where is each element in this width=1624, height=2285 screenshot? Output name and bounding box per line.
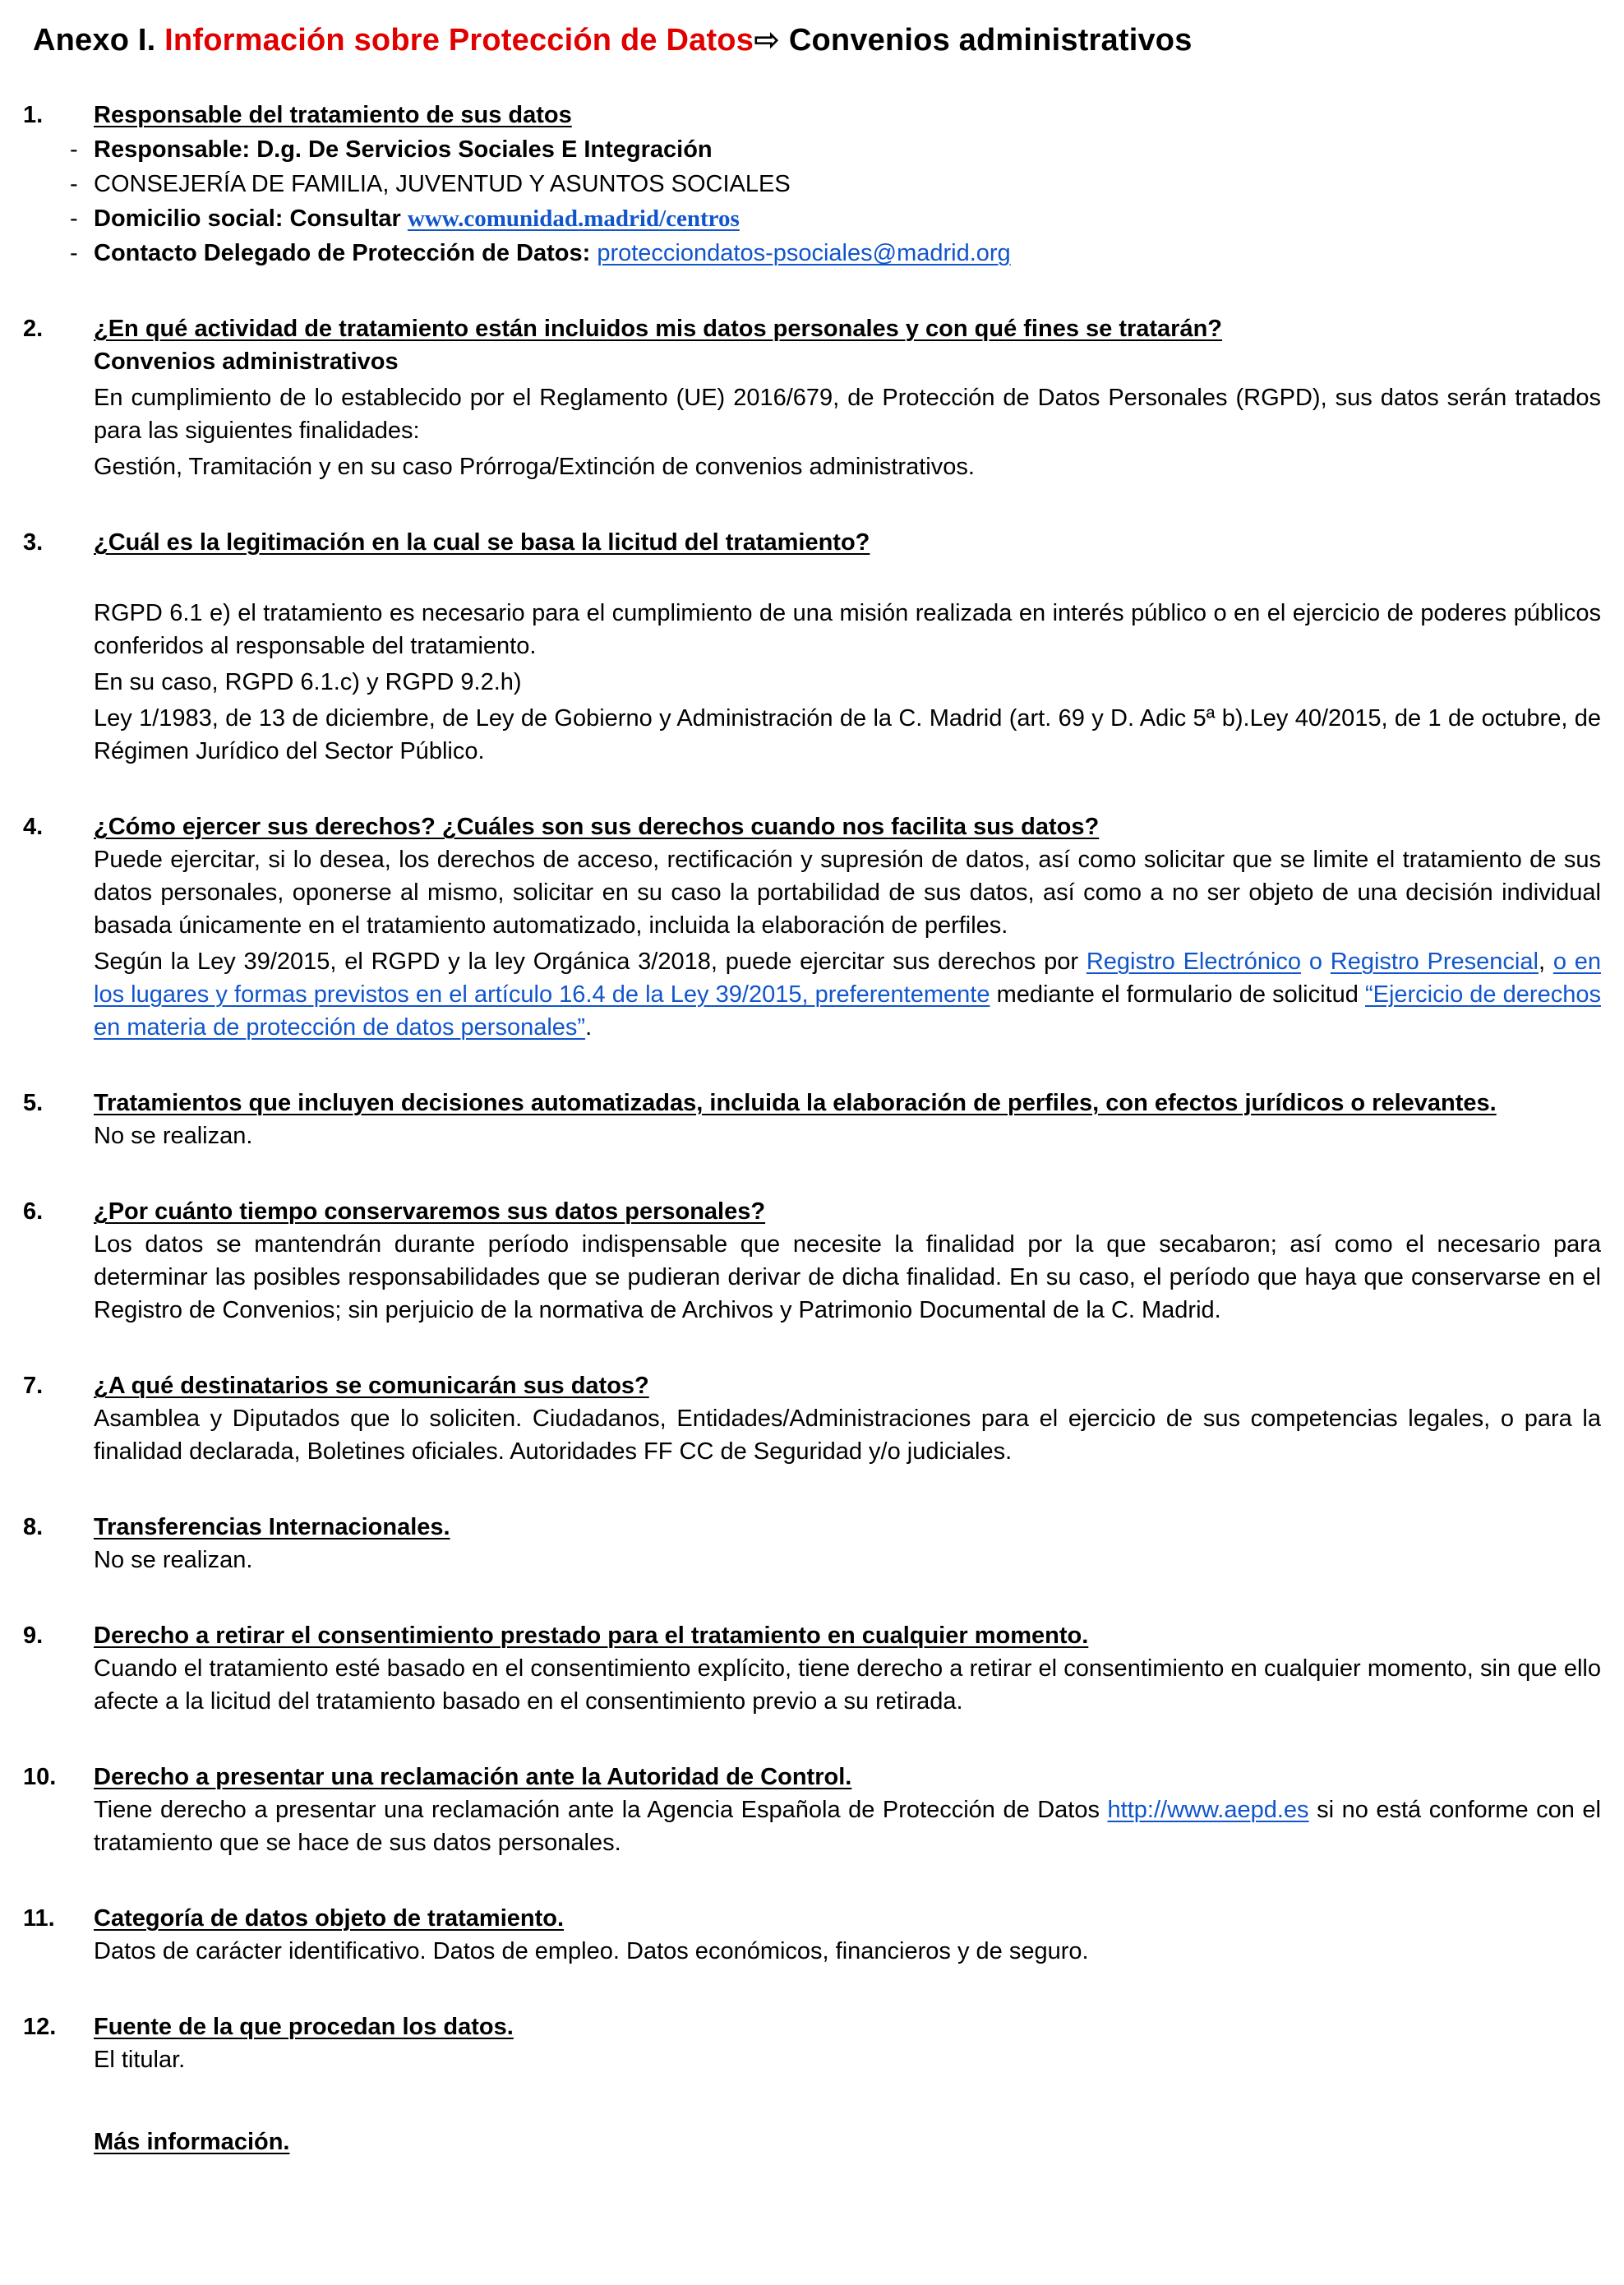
section-content: [94, 1902, 1601, 1968]
title-suffix: Convenios administrativos: [780, 23, 1193, 58]
paragraph: [94, 597, 1601, 662]
text-run: Ley 1/1983, de 13 de diciembre, de Ley de Gobierno y Administración de la C. Madrid (art. 69 y D. Adic 5ª b).Ley 40/2015, de 1 de octubre, de Régimen Jurídico del Sector Público.: [94, 704, 1601, 764]
section-6: [23, 1195, 1601, 1327]
section-heading: ¿A qué destinatarios se comunicarán sus datos?: [94, 1372, 649, 1399]
section-number: 3.: [23, 529, 44, 556]
link[interactable]: http://www.aepd.es: [1107, 1797, 1309, 1824]
section-number: 9.: [23, 1623, 44, 1650]
text-run: o: [1301, 948, 1331, 975]
paragraph: [94, 666, 1601, 699]
text-run: Puede ejercitar, si lo desea, los derechos de acceso, rectificación y supresión de datos, así como solicitar que se limite el tratamiento de sus datos personales, oponerse al mismo, solicitar en su caso la portabilidad de sus datos, así como a no ser objeto de una decisión individual basada únicamente en el tratamiento automatizado, incluida la elaboración de perfiles.: [94, 846, 1601, 939]
bullet-item: [64, 168, 1601, 201]
section-12: [23, 2010, 1601, 2076]
paragraph: [94, 381, 1601, 447]
text-run: CONSEJERÍA DE FAMILIA, JUVENTUD Y ASUNTOS SOCIALES: [94, 170, 791, 197]
section-heading: Responsable del tratamiento de sus datos: [94, 101, 572, 128]
section-number: 11.: [23, 1905, 55, 1932]
text-run: .: [585, 1013, 593, 1041]
bullet-dash: -: [70, 170, 78, 197]
section-content: [94, 312, 1601, 483]
paragraph: [94, 1652, 1601, 1718]
text-run: El titular.: [94, 2047, 186, 2074]
section-heading: Tratamientos que incluyen decisiones automatizadas, incluida la elaboración de perfiles, con efectos jurídicos o relevantes.: [94, 1089, 1497, 1116]
bullet-dash: -: [70, 205, 78, 232]
section-number: 8.: [23, 1514, 44, 1540]
paragraph: [94, 1228, 1601, 1327]
arrow-right-icon: ⇨: [754, 23, 781, 58]
text-run: Datos de carácter identificativo. Datos de empleo. Datos económicos, financieros y de seguro.: [94, 1938, 1089, 1965]
section-heading: Más información.: [94, 2129, 290, 2156]
bullet-text: [94, 237, 1601, 270]
section-content: [94, 1619, 1601, 1718]
section-number: 5.: [23, 1089, 44, 1116]
section-heading: ¿Cuál es la legitimación en la cual se basa la licitud del tratamiento?: [94, 529, 870, 556]
section-heading: Categoría de datos objeto de tratamiento.: [94, 1905, 565, 1932]
section-content: [94, 1087, 1601, 1152]
text-run: No se realizan.: [94, 1122, 253, 1149]
section-10: [23, 1761, 1601, 1859]
section-3: [23, 526, 1601, 768]
link[interactable]: www.comunidad.madrid/centros: [407, 205, 740, 232]
paragraph: [94, 843, 1601, 942]
paragraph: [94, 2043, 1601, 2076]
text-run: Gestión, Tramitación y en su caso Prórroga/Extinción de convenios administrativos.: [94, 453, 975, 480]
paragraph: [94, 450, 1601, 483]
section-number: 2.: [23, 315, 44, 342]
section-number: 4.: [23, 813, 44, 840]
section-heading: ¿Por cuánto tiempo conservaremos sus datos personales?: [94, 1198, 766, 1225]
section-more-info: [23, 2126, 1601, 2158]
page-title: [33, 21, 1601, 61]
paragraph: [94, 945, 1601, 1044]
paragraph: [94, 345, 1601, 378]
paragraph: [94, 1402, 1601, 1468]
title-prefix: Anexo I.: [33, 23, 165, 58]
paragraph: [94, 1935, 1601, 1968]
section-11: [23, 1902, 1601, 1968]
text-run: Según la Ley 39/2015, el RGPD y la ley Orgánica 3/2018, puede ejercitar sus derechos por: [94, 948, 1087, 975]
section-content: [94, 810, 1601, 1044]
text-run: Responsable: D.g. De Servicios Sociales E Integración: [94, 136, 713, 163]
text-run: Asamblea y Diputados que lo soliciten. Ciudadanos, Entidades/Administraciones para el ejercicio de sus competencias legales, o para la finalidad declarada, Boletines oficiales. Autoridades FF CC de Seguridad y/o judiciales.: [94, 1405, 1601, 1465]
text-run: mediante el formulario de solicitud: [990, 981, 1365, 1008]
section-heading: Derecho a presentar una reclamación ante la Autoridad de Control.: [94, 1764, 852, 1791]
section-content: [94, 1195, 1601, 1327]
section-7: [23, 1369, 1601, 1468]
bullet-text: [94, 133, 1601, 166]
text-run: Domicilio social: Consultar: [94, 205, 408, 232]
text-run: Contacto Delegado de Protección de Datos:: [94, 239, 597, 266]
link[interactable]: Registro Electrónico: [1086, 948, 1302, 975]
section-9: [23, 1619, 1601, 1718]
text-run: En cumplimiento de lo establecido por el Reglamento (UE) 2016/679, de Protección de Datos Personales (RGPD), sus datos serán tratados para las siguientes finalidades:: [94, 384, 1601, 444]
paragraph: [94, 702, 1601, 768]
section-number: 6.: [23, 1198, 44, 1225]
paragraph: [94, 1119, 1601, 1152]
section-content: [70, 99, 1601, 270]
paragraph: [94, 1544, 1601, 1576]
bullet-text: [94, 202, 1601, 235]
text-run: Cuando el tratamiento esté basado en el consentimiento explícito, tiene derecho a retirar el consentimiento en cualquier momento, sin que ello afecte a la licitud del tratamiento basado en el consentimiento previo a su retirada.: [94, 1655, 1601, 1715]
section-number: 1.: [23, 101, 44, 128]
bullet-item: [64, 202, 1601, 235]
blank-line: [94, 559, 1601, 597]
section-content: [94, 2126, 1601, 2158]
section-2: [23, 312, 1601, 483]
section-1: [23, 99, 1601, 270]
section-content: [94, 1511, 1601, 1576]
section-8: [23, 1511, 1601, 1576]
title-highlight: Información sobre Protección de Datos: [164, 23, 754, 58]
section-5: [23, 1087, 1601, 1152]
bullet-text: [94, 168, 1601, 201]
bullet-dash: -: [70, 136, 78, 163]
section-heading: ¿En qué actividad de tratamiento están incluidos mis datos personales y con qué fines se tratarán?: [94, 315, 1223, 342]
text-run: ,: [1538, 948, 1553, 975]
link[interactable]: “Ejercicio de derechos en materia de protección de datos personales”: [94, 981, 1601, 1041]
section-number: 10.: [23, 1764, 57, 1791]
section-4: [23, 810, 1601, 1044]
section-heading: Fuente de la que procedan los datos.: [94, 2014, 514, 2041]
bullet-dash: -: [70, 239, 78, 266]
link[interactable]: o en los lugares y formas previstos en el artículo 16.4 de la Ley 39/2015, preferentemente: [94, 948, 1601, 1008]
section-number: 12.: [23, 2014, 57, 2041]
text-run: Los datos se mantendrán durante período indispensable que necesite la finalidad por la que secabaron; así como el necesario para determinar las posibles responsabilidades que se pudieran derivar de dicha finalidad. En su caso, el período que haya que conservarse en el Registro de Convenios; sin perjuicio de la normativa de Archivos y Patrimonio Documental de la C. Madrid.: [94, 1230, 1601, 1323]
section-number: 7.: [23, 1372, 44, 1399]
text-run: Tiene derecho a presentar una reclamación ante la Agencia Española de Protección de Datos: [94, 1797, 1108, 1824]
section-heading: Transferencias Internacionales.: [94, 1514, 450, 1540]
link[interactable]: Registro Presencial: [1330, 948, 1539, 975]
paragraph: [94, 1793, 1601, 1859]
section-content: [94, 526, 1601, 768]
text-run: En su caso, RGPD 6.1.c) y RGPD 9.2.h): [94, 668, 522, 695]
link[interactable]: protecciondatos-psociales@madrid.org: [597, 239, 1011, 266]
section-heading: Derecho a retirar el consentimiento prestado para el tratamiento en cualquier momento.: [94, 1623, 1089, 1650]
text-run: RGPD 6.1 e) el tratamiento es necesario para el cumplimiento de una misión realizada en interés público o en el ejercicio de poderes públicos conferidos al responsable del tratamiento.: [94, 599, 1601, 659]
bullet-item: [64, 133, 1601, 166]
text-run: si no está conforme con el tratamiento que se hace de sus datos personales.: [94, 1797, 1601, 1857]
section-content: [94, 1369, 1601, 1468]
sections-list: [23, 99, 1601, 2159]
text-run: No se realizan.: [94, 1547, 253, 1574]
section-number: [23, 2126, 94, 2158]
section-content: [94, 1761, 1601, 1859]
text-run: Convenios administrativos: [94, 348, 399, 375]
bullet-item: [64, 237, 1601, 270]
section-heading: ¿Cómo ejercer sus derechos? ¿Cuáles son sus derechos cuando nos facilita sus datos?: [94, 813, 1100, 840]
section-content: [94, 2010, 1601, 2076]
